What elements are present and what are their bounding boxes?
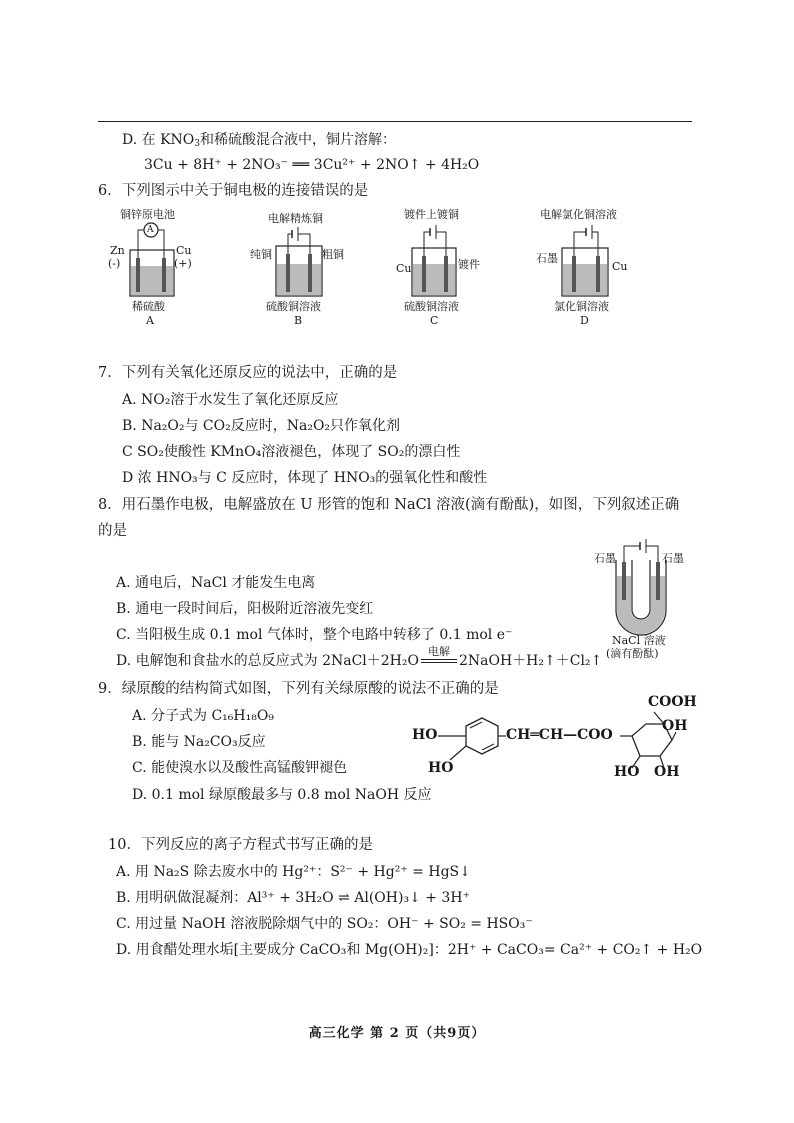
q6-figure-d [536, 206, 636, 330]
q9-ho-2: HO [428, 760, 454, 776]
q10-stem: 10．下列反应的离子方程式书写正确的是 [108, 837, 373, 853]
q8-option-a: A. 通电后，NaCl 才能发生电离 [116, 575, 316, 591]
q7-option-c: C SO₂使酸性 KMnO₄溶液褪色，体现了 SO₂的漂白性 [122, 444, 461, 460]
fig-d-title: 电解氯化铜溶液 [540, 208, 617, 221]
q8-option-d [116, 645, 603, 670]
fig-a-meter: A [147, 225, 154, 235]
fig-b-title: 电解精炼铜 [268, 212, 323, 225]
q8-option-c: C. 当阳极生成 0.1 mol 气体时，整个电路中转移了 0.1 mol e⁻ [116, 627, 513, 643]
fig-c-letter: C [430, 314, 439, 327]
q5-d-suffix: 和稀硫酸混合液中，铜片溶解： [200, 132, 396, 148]
q7-option-a: A. NO₂溶于水发生了氧化还原反应 [122, 392, 339, 408]
fig-b-solution: 硫酸铜溶液 [266, 300, 321, 313]
fig-c-left: Cu [396, 262, 412, 275]
fig-a-solution: 稀硫酸 [132, 300, 165, 313]
q9-option-c: C. 能使溴水以及酸性高锰酸钾褪色 [132, 760, 348, 776]
q5-option-d [122, 131, 396, 153]
q7-option-b: B. Na₂O₂与 CO₂反应时，Na₂O₂只作氧化剂 [122, 418, 401, 434]
q9-option-b: B. 能与 Na₂CO₃反应 [132, 734, 266, 750]
q7-option-d: D 浓 HNO₃与 C 反应时，体现了 HNO₃的强氧化性和酸性 [122, 470, 488, 486]
q9-option-a: A. 分子式为 C₁₆H₁₈O₉ [132, 708, 274, 724]
fig-d-left: 石墨 [536, 252, 558, 265]
q9-structure-figure [410, 696, 700, 786]
q5-d-sub: 3 [194, 139, 200, 149]
q9-cooh: COOH [648, 694, 697, 710]
fig-a-letter: A [146, 314, 154, 327]
q8-d-arrow [419, 645, 459, 670]
page-footer: 高三化学 第 2 页（共9页） [308, 1026, 486, 1041]
top-rule [98, 121, 692, 122]
fig-a-right: Cu [176, 244, 192, 257]
q8-d-condition: 电解 [427, 645, 450, 658]
q9-oh-2: OH [654, 764, 680, 780]
q7-stem: 7．下列有关氧化还原反应的说法中，正确的是 [98, 365, 398, 381]
fig-a-title: 铜锌原电池 [120, 208, 175, 221]
q5-equation: 3Cu + 8H⁺ + 2NO₃⁻ ══ 3Cu²⁺ + 2NO↑ + 4H₂O [144, 157, 480, 173]
fig-d-letter: D [580, 314, 589, 327]
q10-option-d: D. 用食醋处理水垢[主要成分 CaCO₃和 Mg(OH)₂]：2H⁺ + CaCO₃= Ca²⁺ + CO₂↑ + H₂O [116, 942, 703, 958]
fig-b-right: 粗铜 [322, 248, 344, 261]
q10-option-a: A. 用 Na₂S 除去废水中的 Hg²⁺：S²⁻ + Hg²⁺ = HgS↓ [116, 864, 471, 880]
fig-c-title: 镀件上镀铜 [404, 208, 459, 221]
q8-d-suffix: 2NaOH＋H₂↑＋Cl₂↑ [458, 653, 603, 669]
fig-a-right-sign: (+) [174, 257, 192, 270]
q9-ho-3: HO [614, 764, 640, 780]
fig-a-left-sign: (-) [108, 257, 121, 270]
fig-c-solution: 硫酸铜溶液 [404, 300, 459, 313]
q6-figure-c [394, 206, 494, 330]
q8-fig-note: (滴有酚酞) [606, 647, 659, 660]
q6-figure-a [108, 206, 198, 328]
fig-c-right: 镀件 [458, 258, 480, 271]
fig-a-left: Zn [110, 244, 125, 257]
fig-b-left: 纯铜 [250, 248, 272, 261]
q5-d-prefix: D. 在 KNO [122, 132, 195, 148]
q8-fig-left: 石墨 [594, 552, 616, 565]
q9-option-d: D. 0.1 mol 绿原酸最多与 0.8 mol NaOH 反应 [132, 787, 432, 803]
fig-b-letter: B [294, 314, 303, 327]
fig-d-right: Cu [612, 260, 628, 273]
q6-stem: 6．下列图示中关于铜电极的连接错误的是 [98, 183, 369, 199]
fig-d-solution: 氯化铜溶液 [554, 300, 609, 313]
q8-d-prefix: D. 电解饱和食盐水的总反应式为 2NaCl＋2H₂O [116, 653, 419, 669]
q9-oh-1: OH [662, 718, 688, 734]
q9-ho-1: HO [412, 727, 438, 743]
q8-u-tube-figure [588, 536, 692, 660]
q8-fig-solution: NaCl 溶液 [612, 634, 666, 647]
q8-stem-1: 8．用石墨作电极，电解盛放在 U 形管的饱和 NaCl 溶液(滴有酚酞)，如图，下列叙述正确 [98, 497, 680, 513]
q8-fig-right: 石墨 [662, 552, 684, 565]
q9-chain: CH═CH—COO [506, 727, 613, 743]
q10-option-b: B. 用明矾做混凝剂：Al³⁺ + 3H₂O ⇌ Al(OH)₃↓ + 3H⁺ [116, 890, 470, 906]
q8-stem-2: 的是 [98, 523, 127, 539]
q6-figure-b [248, 210, 348, 330]
q8-option-b: B. 通电一段时间后，阳极附近溶液先变红 [116, 601, 374, 617]
q10-option-c: C. 用过量 NaOH 溶液脱除烟气中的 SO₂：OH⁻ + SO₂ = HSO₃⁻ [116, 916, 533, 932]
q9-stem: 9．绿原酸的结构简式如图，下列有关绿原酸的说法不正确的是 [98, 681, 499, 697]
